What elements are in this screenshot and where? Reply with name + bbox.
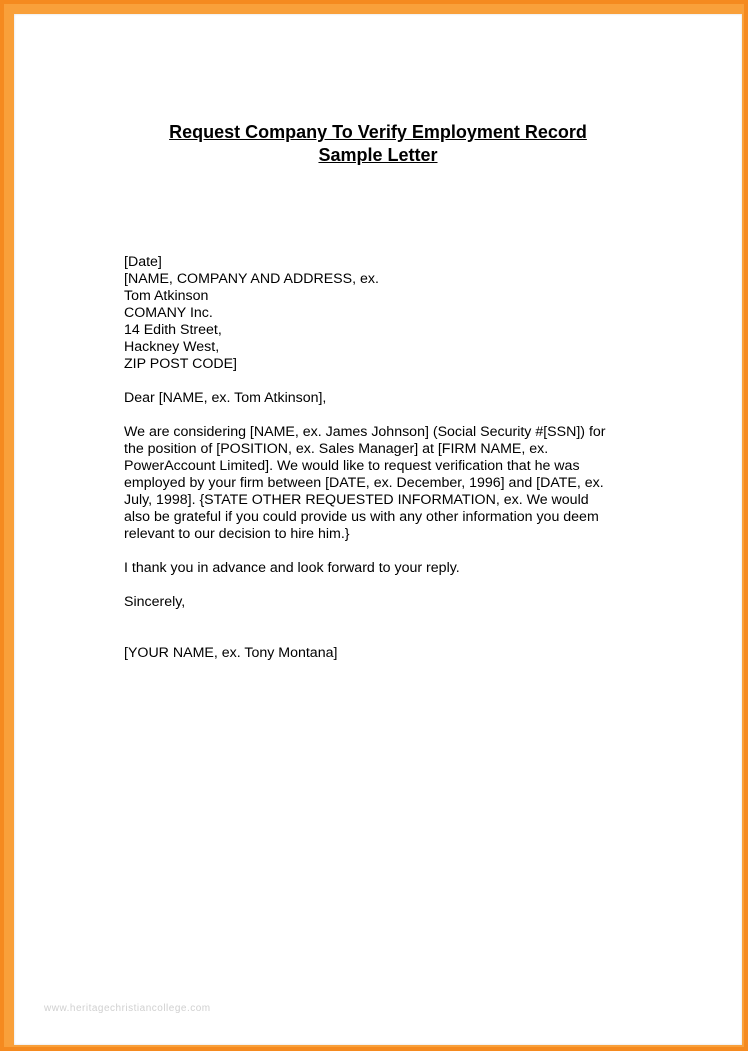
body-line: relevant to our decision to hire him.} [124, 526, 350, 542]
closing-line: I thank you in advance and look forward to your reply. [124, 560, 460, 576]
body-line: employed by your firm between [DATE, ex. December, 1996] and [DATE, ex. [124, 475, 604, 491]
salutation: Dear [NAME, ex. Tom Atkinson], [124, 390, 327, 406]
address-line: COMANY Inc. [124, 305, 213, 321]
watermark: www.heritagechristiancollege.com [44, 1003, 211, 1014]
body-line: We are considering [NAME, ex. James Johnson] (Social Security #[SSN]) for [124, 424, 606, 440]
address-line: ZIP POST CODE] [124, 356, 238, 372]
letter-title [14, 121, 742, 167]
letter-body [124, 254, 634, 662]
body-line: July, 1998]. {STATE OTHER REQUESTED INFORMATION, ex. We would [124, 492, 589, 508]
body-line: PowerAccount Limited]. We would like to request verification that he was [124, 458, 580, 474]
address-line: 14 Edith Street, [124, 322, 222, 338]
body-paragraph [124, 424, 634, 543]
title-line-1: Request Company To Verify Employment Record [169, 122, 587, 142]
address-line: [NAME, COMPANY AND ADDRESS, ex. [124, 271, 379, 287]
body-line: also be grateful if you could provide us with any other information you deem [124, 509, 599, 525]
body-line: the position of [POSITION, ex. Sales Manager] at [FIRM NAME, ex. [124, 441, 549, 457]
sign-off: Sincerely, [124, 594, 186, 610]
title-line-2: Sample Letter [318, 145, 438, 165]
address-line: Tom Atkinson [124, 288, 209, 304]
signature-placeholder: [YOUR NAME, ex. Tony Montana] [124, 645, 338, 661]
address-line: Hackney West, [124, 339, 220, 355]
recipient-address [124, 271, 634, 373]
date-placeholder: [Date] [124, 254, 162, 270]
letter-page [14, 14, 742, 1045]
